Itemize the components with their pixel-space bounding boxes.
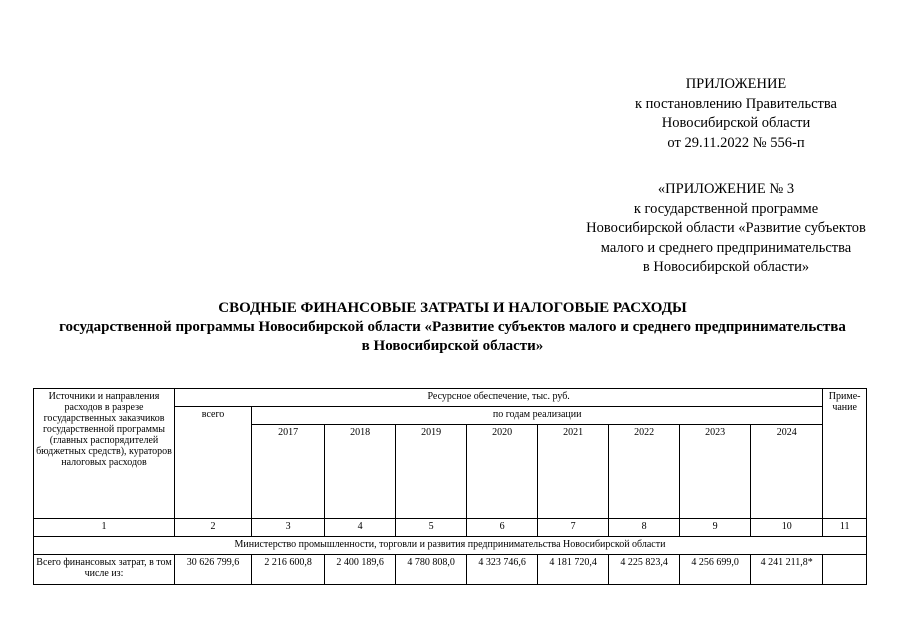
- document-subtitle-cont: в Новосибирской области»: [361, 338, 544, 354]
- header-sources: Источники и направления расходов в разрезе государственных заказчиков государственной программы (главных распорядителей бюджетных средств), кураторов налоговых расходов: [34, 389, 175, 519]
- program-appendix-number: «ПРИЛОЖЕНИЕ № 3: [657, 181, 795, 197]
- header-year: 2022: [609, 425, 680, 519]
- financial-costs-table: [33, 388, 867, 585]
- header-resources: Ресурсное обеспечение, тыс. руб.: [175, 389, 823, 407]
- header-year: 2018: [325, 425, 396, 519]
- row-year-value: 4 225 823,4: [609, 555, 680, 585]
- row-year-value: 4 256 699,0: [680, 555, 751, 585]
- column-number: 2: [175, 519, 252, 537]
- column-number: 5: [396, 519, 467, 537]
- document-subtitle: государственной программы Новосибирской области «Развитие субъектов малого и среднего предпринимательства: [59, 319, 846, 335]
- header-total: всего: [175, 407, 252, 519]
- appendix-region: Новосибирской области: [661, 115, 811, 131]
- column-number: 10: [751, 519, 823, 537]
- column-number: 9: [680, 519, 751, 537]
- column-number: 4: [325, 519, 396, 537]
- row-year-value: 4 241 211,8*: [751, 555, 823, 585]
- row-note: [823, 555, 867, 585]
- appendix-title: ПРИЛОЖЕНИЕ: [685, 76, 787, 92]
- header-by-years: по годам реализации: [252, 407, 823, 425]
- column-number: 8: [609, 519, 680, 537]
- section-title-ministry: Министерство промышленности, торговли и развития предпринимательства Новосибирской области: [34, 537, 867, 555]
- program-appendix-line3: Новосибирской области «Развитие субъектов: [586, 220, 866, 236]
- header-year: 2019: [396, 425, 467, 519]
- column-number: 6: [467, 519, 538, 537]
- header-year: 2024: [751, 425, 823, 519]
- column-number: 11: [823, 519, 867, 537]
- row-year-value: 4 181 720,4: [538, 555, 609, 585]
- row-total-value: 30 626 799,6: [175, 555, 252, 585]
- row-year-value: 4 780 808,0: [396, 555, 467, 585]
- appendix-program-header: [566, 180, 886, 278]
- row-year-value: 2 216 600,8: [252, 555, 325, 585]
- column-number: 7: [538, 519, 609, 537]
- column-number: 3: [252, 519, 325, 537]
- program-appendix-line2: к государственной программе: [633, 200, 819, 217]
- appendix-decree-header: [616, 75, 856, 153]
- table-row-total: [34, 555, 867, 585]
- column-number: 1: [34, 519, 175, 537]
- header-year: 2023: [680, 425, 751, 519]
- row-year-value: 4 323 746,6: [467, 555, 538, 585]
- header-year: 2020: [467, 425, 538, 519]
- header-year: 2021: [538, 425, 609, 519]
- appendix-to-resolution: к постановлению Правительства: [635, 95, 837, 112]
- appendix-date-number: от 29.11.2022 № 556-п: [667, 134, 805, 151]
- header-note: Приме-чание: [823, 389, 867, 519]
- row-label: Всего финансовых затрат, в том числе из:: [34, 555, 175, 585]
- document-title: СВОДНЫЕ ФИНАНСОВЫЕ ЗАТРАТЫ И НАЛОГОВЫЕ РАСХОДЫ: [218, 300, 687, 316]
- column-numbers-row: [34, 519, 867, 537]
- program-appendix-line4: малого и среднего предпринимательства: [600, 239, 852, 256]
- program-appendix-line5: в Новосибирской области»: [642, 259, 810, 275]
- row-year-value: 2 400 189,6: [325, 555, 396, 585]
- header-year: 2017: [252, 425, 325, 519]
